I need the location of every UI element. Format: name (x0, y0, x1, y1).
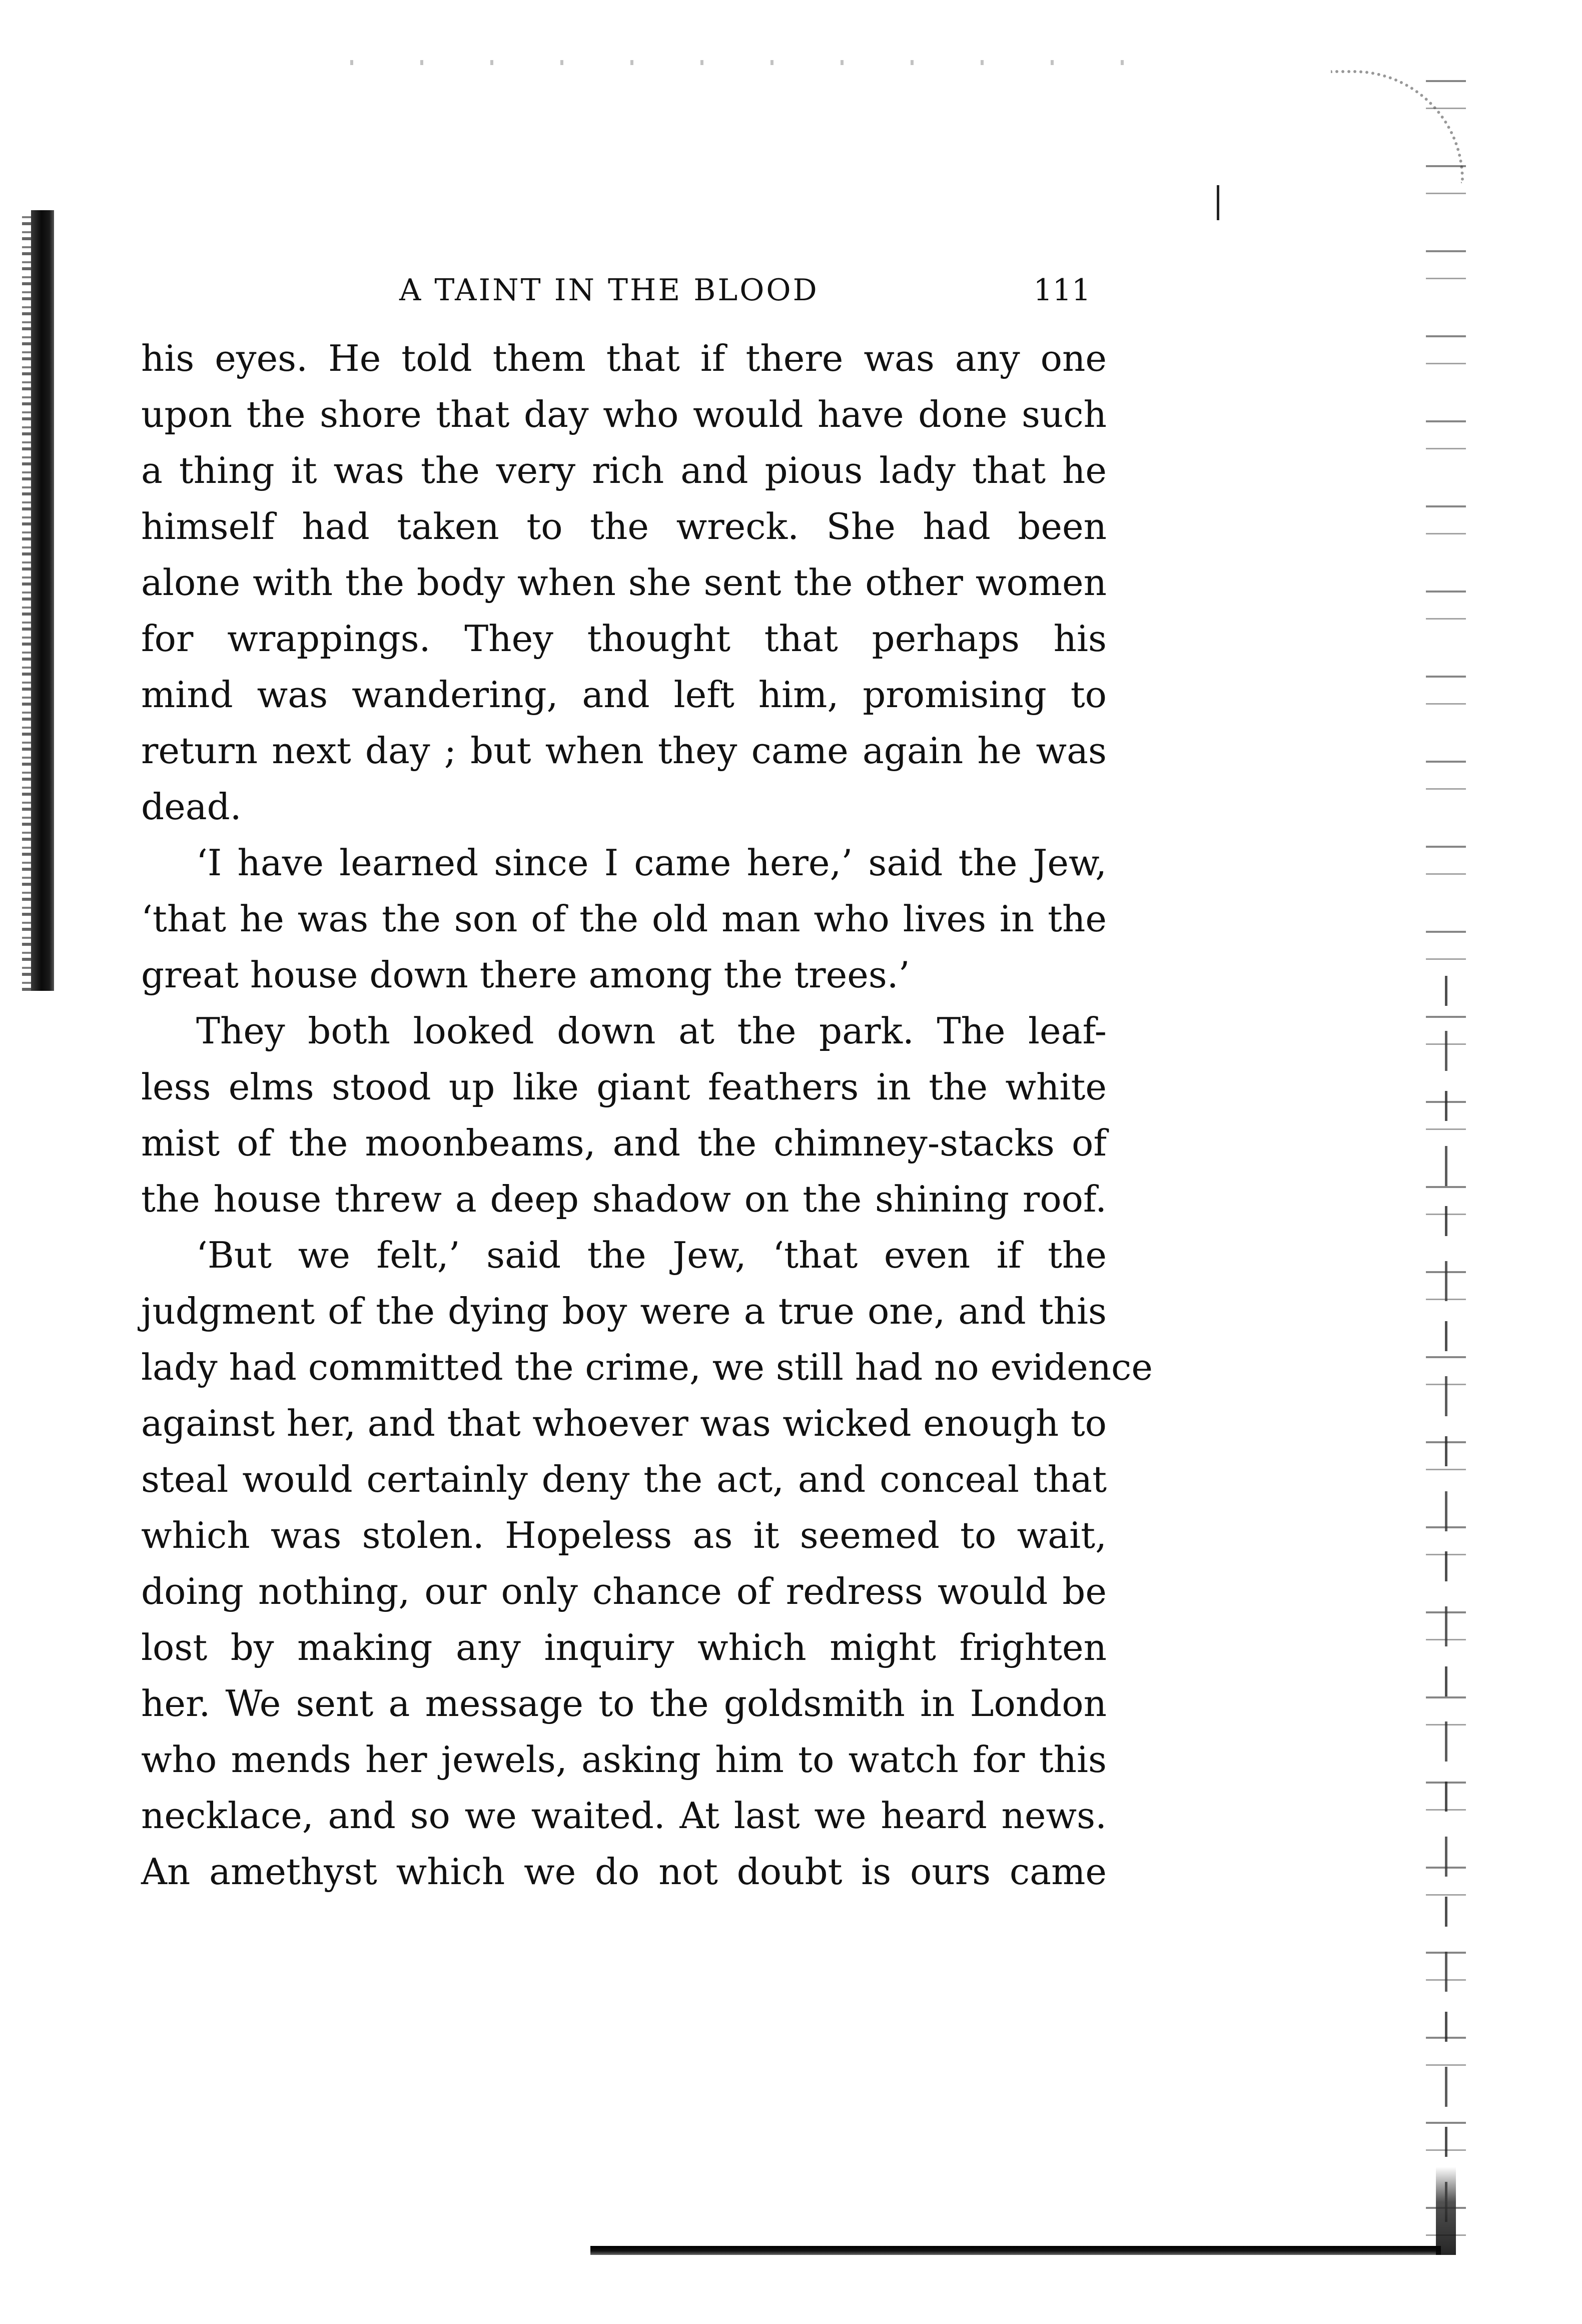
text-line: lady had committed the crime, we still had no evidence (141, 1346, 1153, 1388)
text-line: return next day ; but when they came again he was (141, 730, 1107, 772)
text-line: necklace, and so we waited. At last we heard news. (141, 1795, 1107, 1837)
text-line: against her, and that whoever was wicked enough to (141, 1402, 1107, 1444)
text-line: the house threw a deep shadow on the shining roof. (141, 1178, 1107, 1220)
binding-shadow (31, 210, 54, 991)
text-line: ‘that he was the son of the old man who lives in the (141, 898, 1107, 940)
running-head (150, 268, 1091, 313)
text-line: dead. (141, 786, 242, 828)
scan-specks-top (320, 60, 1171, 65)
text-line: mist of the moonbeams, and the chimney-stacks of (141, 1122, 1107, 1164)
text-line: They both looked down at the park. The leaf- (196, 1010, 1107, 1052)
text-line: upon the shore that day who would have done such (141, 393, 1107, 435)
text-line: a thing it was the very rich and pious lady that he (141, 449, 1107, 491)
scan-mark (1217, 185, 1219, 220)
text-line: great house down there among the trees.’ (141, 954, 910, 996)
text-line: steal would certainly deny the act, and conceal that (141, 1458, 1107, 1500)
page-edge-right-line (1445, 976, 1447, 2227)
text-line: mind was wandering, and left him, promising to (141, 674, 1107, 716)
text-line: which was stolen. Hopeless as it seemed to wait, (141, 1514, 1107, 1556)
body-text (141, 330, 1153, 1900)
page-number: 111 (1033, 273, 1091, 308)
text-line: ‘I have learned since I came here,’ said the Jew, (196, 842, 1107, 884)
text-line: less elms stood up like giant feathers in the white (141, 1066, 1107, 1108)
text-line: alone with the body when she sent the other women (141, 561, 1107, 604)
text-line: doing nothing, our only chance of redress would be (141, 1570, 1107, 1612)
running-head-title: A TAINT IN THE BLOOD (399, 273, 819, 308)
text-line: An amethyst which we do not doubt is ours came (141, 1851, 1107, 1893)
text-line: himself had taken to the wreck. She had been (141, 505, 1107, 547)
scan-bottom-rule (590, 2246, 1441, 2255)
text-line: lost by making any inquiry which might frighten (141, 1626, 1107, 1668)
text-line: who mends her jewels, asking him to watch for this (141, 1738, 1107, 1781)
text-line: judgment of the dying boy were a true one, and this (141, 1290, 1107, 1332)
scan-bottom-corner (1436, 2167, 1456, 2255)
text-line: her. We sent a message to the goldsmith in London (141, 1682, 1107, 1724)
text-line: for wrappings. They thought that perhaps his (141, 618, 1107, 660)
text-line: ‘But we felt,’ said the Jew, ‘that even if the (196, 1234, 1107, 1276)
text-line: his eyes. He told them that if there was any one (141, 337, 1107, 379)
